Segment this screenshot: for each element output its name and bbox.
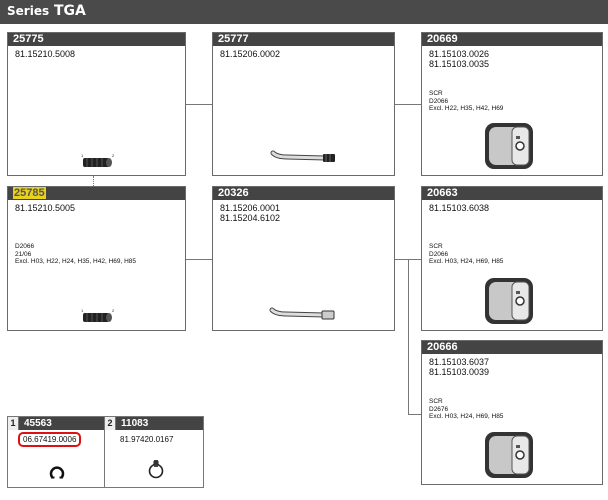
- part-card-25785[interactable]: [7, 186, 186, 331]
- bent-pipe-icon: [267, 143, 347, 168]
- svg-text:1: 1: [81, 153, 84, 158]
- note-line: Excl. H03, H24, H69, H85: [429, 413, 504, 420]
- note-line: SCR: [429, 398, 443, 405]
- connector-line: [408, 259, 409, 415]
- connector-line: [185, 104, 213, 105]
- part-code: 81.15210.5008: [15, 49, 76, 59]
- card-number: 20663: [422, 187, 602, 200]
- series-model: TGA: [53, 3, 86, 19]
- note-line: D2676: [429, 405, 449, 413]
- note-line: D2066: [15, 243, 35, 250]
- part-code: 81.15210.5005: [15, 203, 76, 213]
- part-card-20663[interactable]: [421, 186, 603, 331]
- part-code: 81.15206.0001: [220, 203, 281, 213]
- flex-pipe-icon: [78, 307, 118, 327]
- card-number: 20326: [213, 187, 394, 200]
- connector-line: [93, 176, 94, 186]
- card-codes: [8, 46, 185, 59]
- card-notes: [15, 243, 136, 266]
- card-number: 25777: [213, 33, 394, 46]
- card-notes: [429, 243, 503, 266]
- part-card-20326[interactable]: [212, 186, 395, 331]
- part-card-25775[interactable]: [7, 32, 186, 176]
- page-header: [0, 0, 608, 24]
- part-code: 81.15103.0026: [429, 49, 490, 59]
- card-codes: [422, 46, 602, 69]
- card-codes: [8, 200, 185, 213]
- svg-text:1: 1: [81, 308, 84, 313]
- muffler-icon: [482, 118, 540, 173]
- connector-line: [408, 414, 422, 415]
- note-line: SCR: [429, 243, 443, 250]
- muffler-icon: [482, 273, 540, 328]
- part-quantity: 2: [105, 417, 116, 430]
- part-code-circled: 06.67419.0006: [18, 432, 81, 447]
- series-label: Series: [7, 4, 50, 18]
- gasket-icon: [48, 463, 66, 481]
- part-item-head: [8, 417, 104, 430]
- note-line: Excl. H22, H35, H42, H69: [429, 105, 504, 112]
- card-number-highlighted: [8, 187, 185, 200]
- part-code: 81.15103.0039: [429, 367, 490, 377]
- note-line: Excl. H03, H24, H69, H85: [429, 258, 504, 265]
- part-code: 81.97420.0167: [120, 435, 174, 444]
- part-number: 11083: [121, 418, 149, 429]
- part-quantity: 1: [8, 417, 19, 430]
- card-number: 25775: [8, 33, 185, 46]
- flex-pipe-icon: [78, 152, 118, 172]
- page-title: [7, 3, 86, 19]
- card-number: 20666: [422, 341, 602, 354]
- card-notes: [429, 90, 503, 113]
- part-card-20666[interactable]: [421, 340, 603, 485]
- part-item-11083[interactable]: [104, 416, 204, 488]
- note-line: 21/06: [15, 250, 32, 258]
- note-line: Excl. H03, H22, H24, H35, H42, H69, H85: [15, 258, 137, 265]
- card-notes: [429, 398, 503, 421]
- bent-pipe-icon: [266, 300, 346, 325]
- card-codes: [422, 354, 602, 377]
- part-code: 81.15204.6102: [220, 213, 281, 223]
- part-item-45563[interactable]: [7, 416, 105, 488]
- svg-text:2: 2: [112, 308, 115, 313]
- card-codes: [422, 200, 602, 213]
- connector-line: [185, 259, 213, 260]
- part-code: 81.15103.6038: [429, 203, 490, 213]
- svg-text:2: 2: [112, 153, 115, 158]
- card-codes: [213, 200, 394, 223]
- connector-line: [394, 104, 422, 105]
- clamp-icon: [145, 457, 167, 481]
- card-number: 20669: [422, 33, 602, 46]
- muffler-icon: [482, 427, 540, 482]
- part-number: 45563: [24, 418, 52, 429]
- part-card-25777[interactable]: [212, 32, 395, 176]
- highlighted-number: 25785: [14, 187, 45, 199]
- part-item-head: [105, 417, 203, 430]
- part-code: 81.15103.6037: [429, 357, 490, 367]
- note-line: SCR: [429, 90, 443, 97]
- note-line: D2066: [429, 97, 449, 105]
- part-card-20669[interactable]: [421, 32, 603, 176]
- note-line: D2066: [429, 250, 449, 258]
- part-code: 81.15206.0002: [220, 49, 281, 59]
- part-code: 81.15103.0035: [429, 59, 490, 69]
- card-codes: [213, 46, 394, 59]
